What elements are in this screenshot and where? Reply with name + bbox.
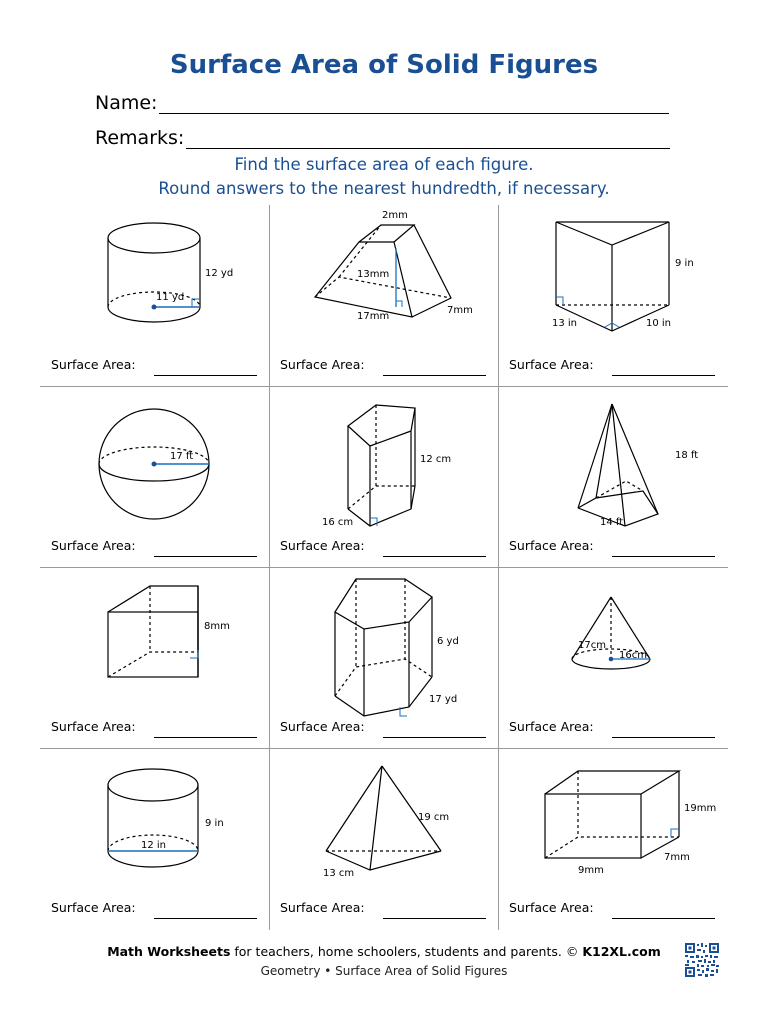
footer-site-link[interactable]: K12XL.com bbox=[582, 944, 661, 959]
answer-blank[interactable] bbox=[612, 556, 715, 557]
dimension-label: 7mm bbox=[447, 305, 473, 316]
problem-1 bbox=[40, 205, 269, 386]
dimension-label: 13 cm bbox=[323, 868, 355, 879]
dimension-label: 17 yd bbox=[429, 694, 458, 705]
dimension-label: 7mm bbox=[664, 852, 690, 863]
name-label: Name: bbox=[95, 92, 158, 114]
surface-area-label: Surface Area: bbox=[509, 900, 594, 915]
dimension-label: 9 in bbox=[205, 818, 224, 829]
answer-blank[interactable] bbox=[154, 375, 257, 376]
problem-8 bbox=[269, 567, 498, 748]
page-title: Surface Area of Solid Figures bbox=[169, 50, 599, 80]
dimension-label: 9 in bbox=[675, 258, 694, 269]
dimension-label: 17 ft bbox=[170, 451, 194, 462]
answer-blank[interactable] bbox=[612, 918, 715, 919]
answer-blank[interactable] bbox=[383, 737, 486, 738]
footer-credit bbox=[0, 944, 768, 959]
problem-3 bbox=[498, 205, 727, 386]
answer-blank[interactable] bbox=[154, 556, 257, 557]
answer-blank[interactable] bbox=[383, 556, 486, 557]
problem-5 bbox=[269, 386, 498, 567]
problem-2 bbox=[269, 205, 498, 386]
surface-area-label: Surface Area: bbox=[509, 719, 594, 734]
dimension-label: 2mm bbox=[382, 210, 408, 221]
problem-11 bbox=[269, 748, 498, 929]
surface-area-label: Surface Area: bbox=[509, 357, 594, 372]
dimension-label: 13mm bbox=[357, 269, 390, 280]
footer-subtitle: Geometry • Surface Area of Solid Figures bbox=[260, 964, 508, 978]
dimension-label: 13 in bbox=[552, 318, 578, 329]
surface-area-label: Surface Area: bbox=[280, 357, 365, 372]
problem-6 bbox=[498, 386, 727, 567]
problem-10 bbox=[40, 748, 269, 929]
dimension-label: 19mm bbox=[684, 803, 717, 814]
answer-blank[interactable] bbox=[154, 918, 257, 919]
instruction-line-2: Round answers to the nearest hundredth, if necessary. bbox=[158, 179, 610, 198]
dimension-label: 8mm bbox=[204, 621, 230, 632]
dimension-label: 19 cm bbox=[418, 812, 450, 823]
dimension-label: 14 ft bbox=[600, 517, 624, 528]
dimension-label: 16 cm bbox=[322, 517, 354, 528]
problem-grid bbox=[40, 205, 728, 930]
remarks-field[interactable] bbox=[95, 127, 670, 149]
surface-area-label: Surface Area: bbox=[280, 538, 365, 553]
footer-text: for teachers, home schoolers, students and parents. © bbox=[230, 944, 583, 959]
dimension-label: 10 in bbox=[646, 318, 672, 329]
surface-area-label: Surface Area: bbox=[280, 719, 365, 734]
problem-4 bbox=[40, 386, 269, 567]
problem-7 bbox=[40, 567, 269, 748]
dimension-label: 9mm bbox=[578, 865, 604, 876]
surface-area-label: Surface Area: bbox=[280, 900, 365, 915]
answer-blank[interactable] bbox=[383, 918, 486, 919]
remarks-label: Remarks: bbox=[95, 127, 185, 149]
dimension-label: 18 ft bbox=[675, 450, 699, 461]
dimension-label: 12 in bbox=[141, 840, 167, 851]
dimension-label: 17cm bbox=[578, 640, 606, 651]
footer-brand: Math Worksheets bbox=[107, 944, 231, 959]
dimension-label: 16cm bbox=[619, 650, 647, 661]
surface-area-label: Surface Area: bbox=[51, 538, 136, 553]
problem-9 bbox=[498, 567, 727, 748]
dimension-label: 6 yd bbox=[437, 636, 459, 647]
surface-area-label: Surface Area: bbox=[51, 900, 136, 915]
instruction-line-1: Find the surface area of each figure. bbox=[234, 155, 534, 174]
answer-blank[interactable] bbox=[612, 375, 715, 376]
dimension-label: 17mm bbox=[357, 311, 390, 322]
dimension-label: 12 yd bbox=[205, 268, 234, 279]
answer-blank[interactable] bbox=[383, 375, 486, 376]
dimension-label: 11 yd bbox=[156, 292, 185, 303]
qr-code-icon bbox=[685, 943, 719, 977]
problem-12 bbox=[498, 748, 727, 929]
remarks-line[interactable] bbox=[186, 128, 670, 149]
surface-area-label: Surface Area: bbox=[509, 538, 594, 553]
surface-area-label: Surface Area: bbox=[51, 719, 136, 734]
surface-area-label: Surface Area: bbox=[51, 357, 136, 372]
name-field[interactable] bbox=[95, 92, 669, 114]
answer-blank[interactable] bbox=[612, 737, 715, 738]
name-line[interactable] bbox=[159, 93, 669, 114]
dimension-label: 12 cm bbox=[420, 454, 452, 465]
answer-blank[interactable] bbox=[154, 737, 257, 738]
